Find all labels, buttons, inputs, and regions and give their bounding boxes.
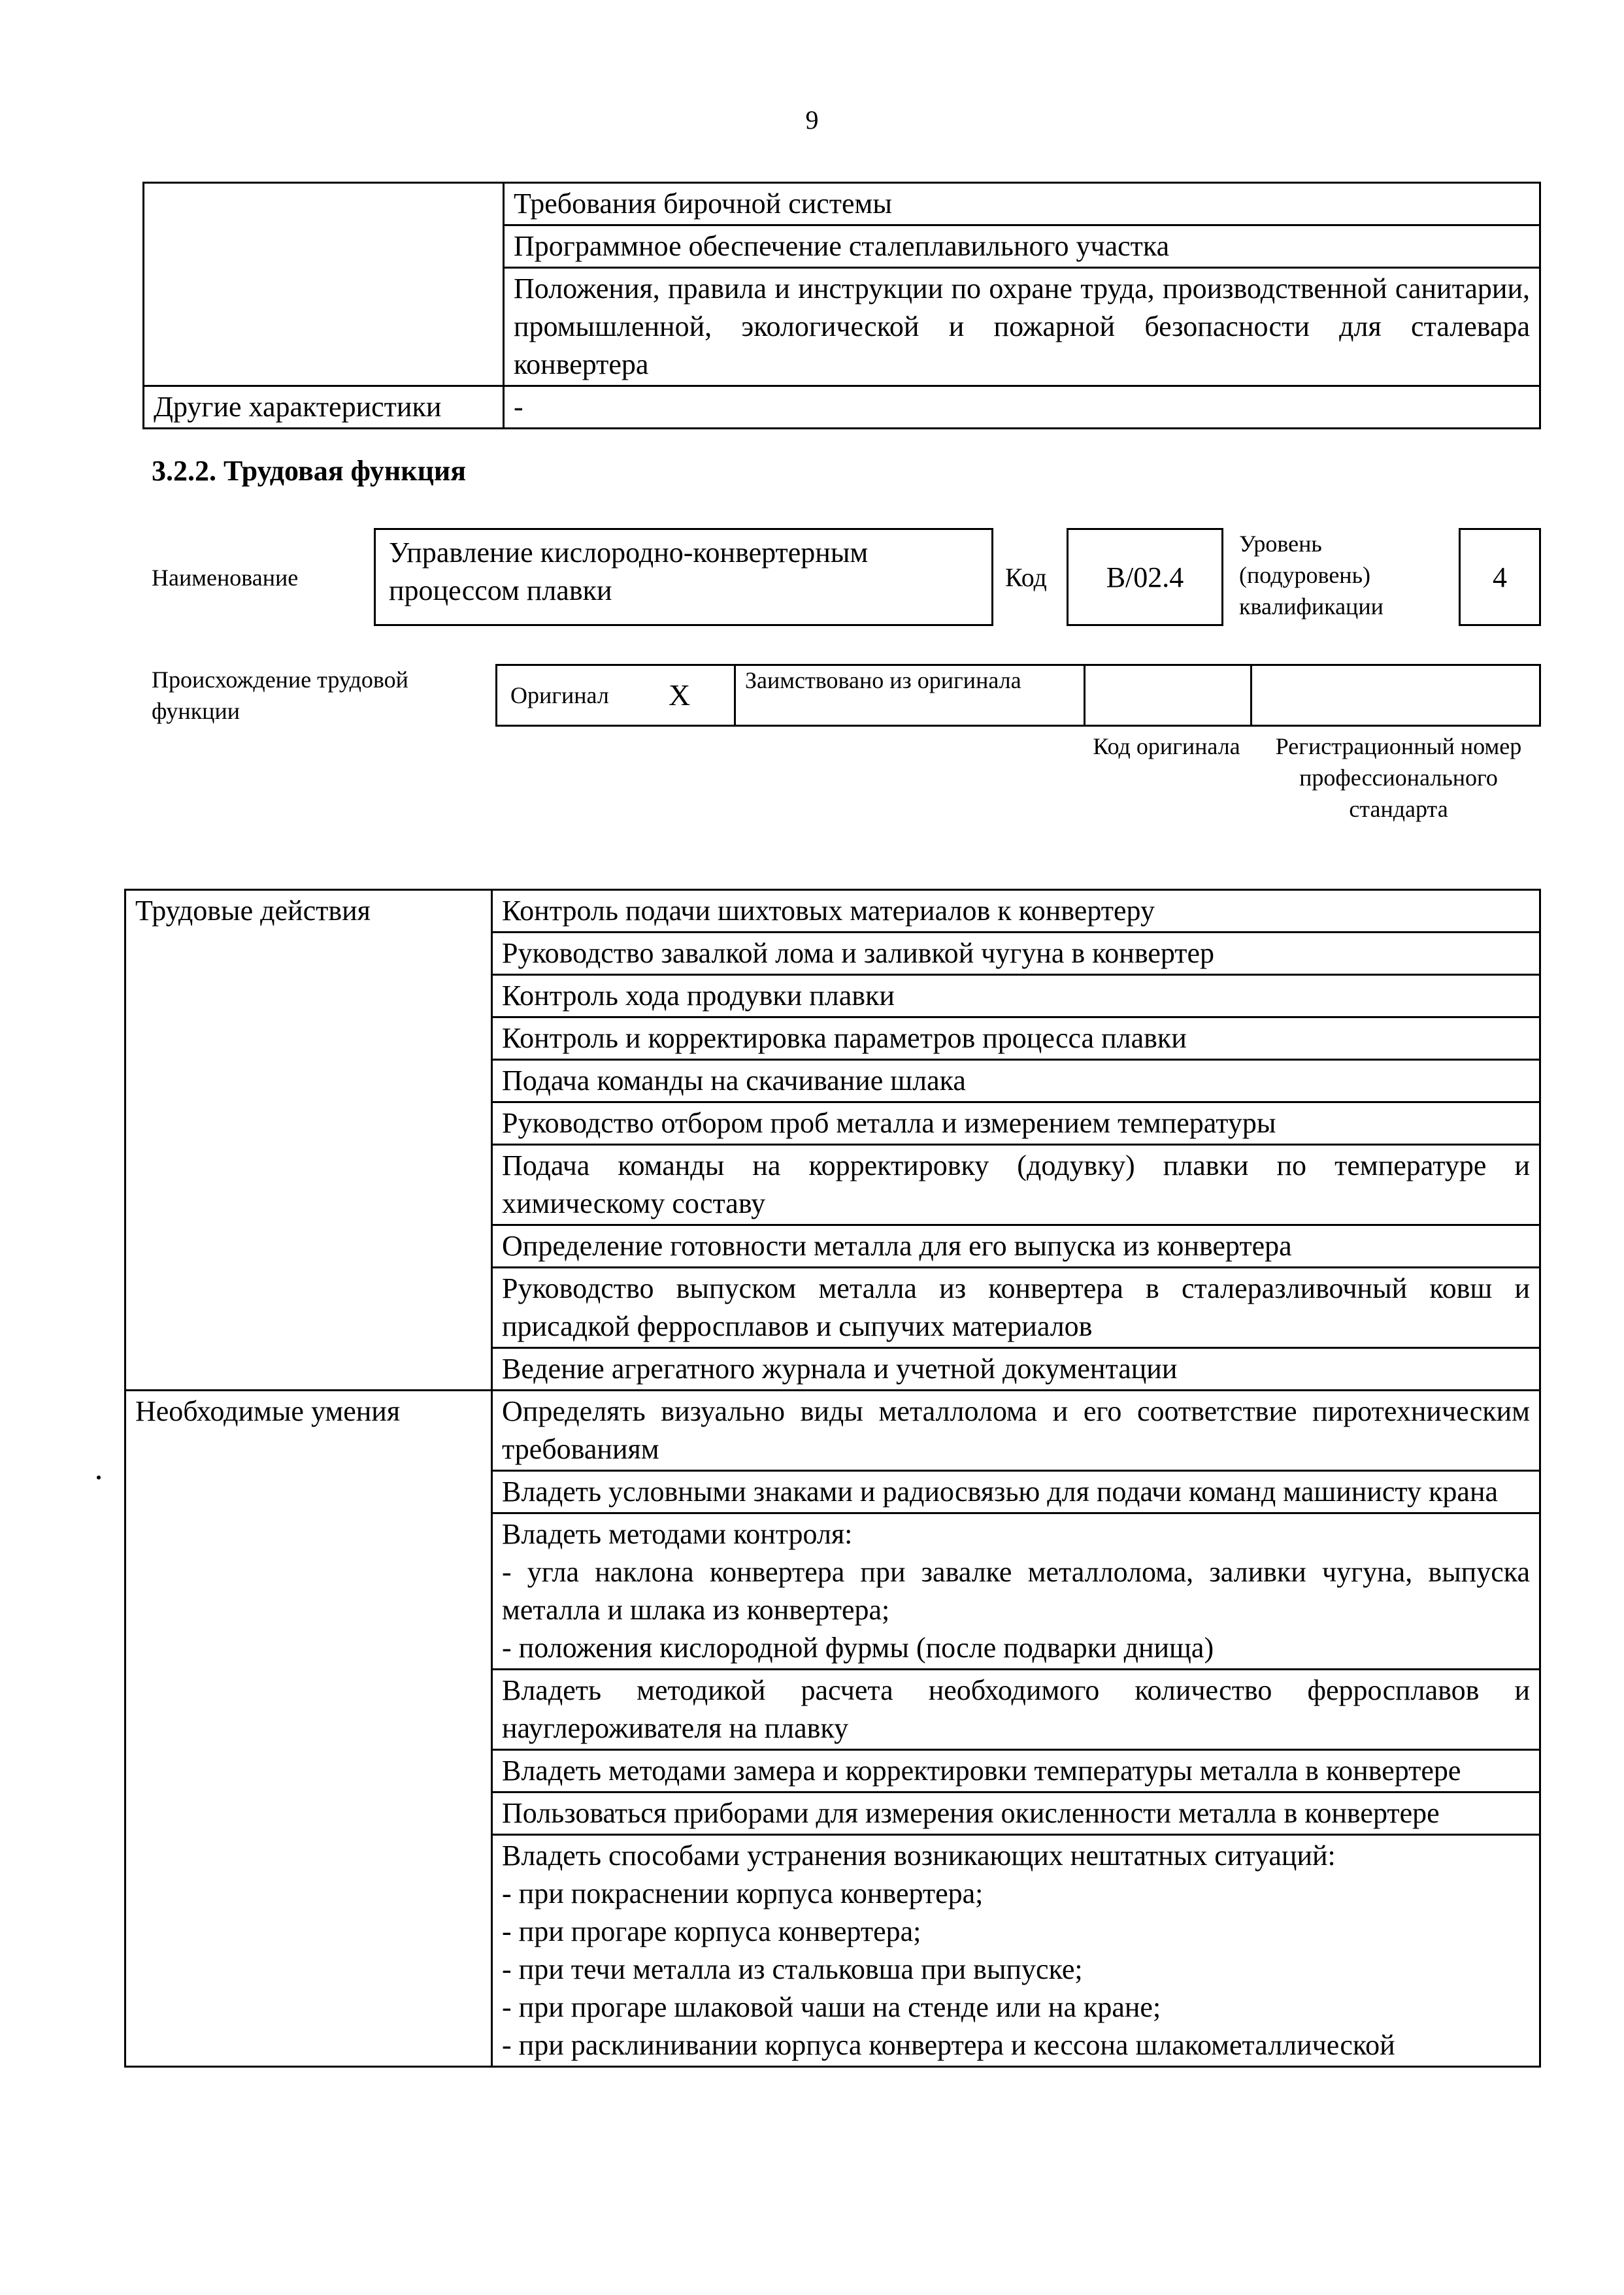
scan-dot [97,1476,101,1479]
skill-line: - положения кислородной фурмы (после подварки днища) [502,1632,1214,1664]
skill-line: - при прогаре шлаковой чаши на стенде или на кране; [502,1991,1161,2023]
skill-line: Владеть способами устранения возникающих нештатных ситуаций: [502,1840,1336,1872]
labor-action-item: Контроль и корректировка параметров процесса плавки [492,1017,1540,1060]
skill-line: Владеть методами контроля: [502,1518,853,1550]
skill-line: - угла наклона конвертера при завалке металлолома, заливки чугуна, выпуска металла и шлака из конвертера; [502,1556,1530,1626]
labor-action-item: Руководство завалкой лома и заливкой чугуна в конвертер [492,933,1540,975]
qualification-level: 4 [1459,528,1541,626]
borrowed-cell [736,666,1085,725]
function-code: B/02.4 [1067,528,1223,626]
labor-action-item: Подача команды на скачивание шлака [492,1060,1540,1102]
name-label: Наименование [152,565,299,591]
function-name: Управление кислородно-конвертерным процессом плавки [374,528,993,626]
skill-line: - при течи металла из стальковша при выпуске; [502,1953,1083,1985]
labor-action-item: Контроль подачи шихтовых материалов к конвертеру [492,890,1540,933]
skill-item: Владеть методами замера и корректировки температуры металла в конвертере [492,1750,1540,1792]
labor-action-item: Подача команды на корректировку (додувку) плавки по температуре и химическому составу [492,1145,1540,1225]
labor-action-item: Ведение агрегатного журнала и учетной документации [492,1348,1540,1391]
knowledge-item: Требования бирочной системы [504,183,1540,225]
code-label: Код [1005,563,1047,592]
origin-label: Происхождение трудовой функции [152,667,408,724]
empty-label-cell [144,183,504,386]
original-cell [497,666,736,725]
labor-action-item: Определение готовности металла для его выпуска из конвертера [492,1225,1540,1268]
skill-item-control-methods [492,1513,1540,1670]
section-title: 3.2.2. Трудовая функция [152,455,467,487]
labor-actions-label: Трудовые действия [125,890,492,1391]
skill-line: - при покраснении корпуса конвертера; [502,1877,984,1909]
registration-number-caption: Регистрационный номер профессионального стандарта [1275,733,1522,822]
skill-line: - при расклинивании корпуса конвертера и кессона шлакометаллической [502,2029,1395,2061]
original-mark: X [669,678,691,712]
skills-label: Необходимые умения [125,1391,492,2067]
original-code-cell [1085,666,1252,725]
skill-item: Владеть условными знаками и радиосвязью для подачи команд машинисту крана [492,1471,1540,1513]
level-label: Уровень (подуровень) квалификации [1239,531,1384,619]
knowledge-item: Положения, правила и инструкции по охране труда, производственной санитарии, промышленной, экологической и пожарной безопасности для сталевара конвертера [504,268,1540,386]
labor-action-item: Контроль хода продувки плавки [492,975,1540,1017]
knowledge-item: Программное обеспечение сталеплавильного участка [504,225,1540,268]
skill-item-emergency [492,1835,1540,2067]
skill-item: Определять визуально виды металлолома и его соответствие пиротехническим требованиям [492,1391,1540,1471]
origin-box [495,664,1541,727]
labor-function-table [124,889,1541,2068]
labor-action-item: Руководство отбором проб металла и измерением температуры [492,1102,1540,1145]
labor-action-item: Руководство выпуском металла из конвертера в сталеразливочный ковш и присадкой ферросплавов и сыпучих материалов [492,1268,1540,1348]
other-characteristics-label: Другие характеристики [144,386,504,429]
original-label: Оригинал [510,682,609,708]
knowledge-table [142,182,1541,429]
skill-item: Владеть методикой расчета необходимого количество ферросплавов и науглероживателя на плавку [492,1670,1540,1750]
registration-number-cell [1252,666,1539,725]
original-code-caption: Код оригинала [1093,733,1240,759]
borrowed-label: Заимствовано из оригинала [745,667,1021,693]
skill-line: - при прогаре корпуса конвертера; [502,1915,921,1947]
page-number: 9 [805,105,819,135]
skill-item: Пользоваться приборами для измерения окисленности металла в конвертере [492,1792,1540,1835]
other-characteristics-value: - [504,386,1540,429]
